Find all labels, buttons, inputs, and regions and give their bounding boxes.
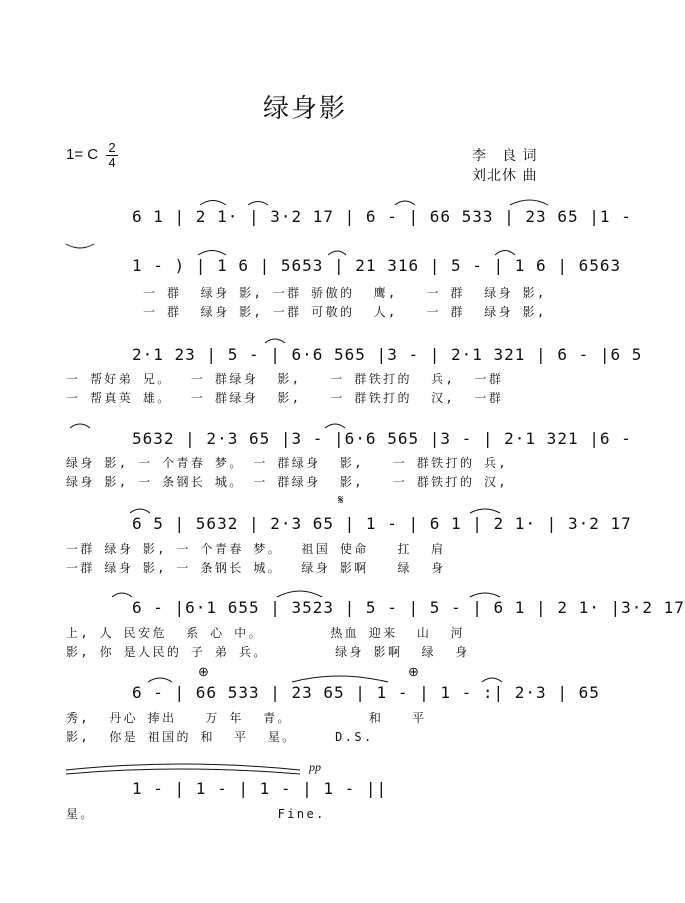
lyricist-credit: 李 良 词 [472, 148, 538, 164]
staff-system-2 [66, 255, 622, 277]
notes-line: 1 - ) | 1 6 | 5653 | 21 316 | 5 - | 1 6 | 6563 [132, 256, 622, 275]
lyric-verse-2: 一 群 绿身 影, 一群 可敬的 人, 一 群 绿身 影, [66, 305, 547, 319]
staff-system-6 [66, 597, 685, 619]
key-signature: 1= C [66, 146, 99, 163]
staff-system-4 [66, 428, 632, 450]
time-numerator: 2 [108, 140, 116, 155]
notes-line: 2·1 23 | 5 - | 6·6 565 |3 - | 2·1 321 | 6 - |6 5 [132, 345, 643, 364]
lyric-verse-1: 上, 人 民安危 系 心 中。 热血 迎来 山 河 [66, 626, 465, 640]
segno-mark: 𝄋 [338, 492, 344, 507]
coda-mark: ⊕ [408, 664, 419, 679]
staff-system-1 [66, 206, 632, 228]
lyric-verse-1: 一 群 绿身 影, 一群 骄傲的 鹰, 一 群 绿身 影, [66, 286, 547, 300]
lyric-verse-1: 一群 绿身 影, 一 个青春 梦。 祖国 使命 扛 肩 [66, 542, 446, 556]
notes-line: 1 - | 1 - | 1 - | 1 - || [132, 779, 388, 798]
dynamic-pp-mark: pp [309, 760, 321, 774]
notes-line: 6 - | 66 533 | 23 65 | 1 - | 1 - :| 2·3 | 65 [132, 683, 600, 702]
staff-system-5 [66, 513, 632, 535]
notes-line: 5632 | 2·3 65 |3 - |6·6 565 |3 - | 2·1 321 |6 - [132, 429, 632, 448]
time-denominator: 4 [108, 155, 116, 170]
time-signature [106, 142, 118, 169]
composer-credit: 刘北休 曲 [472, 168, 538, 184]
lyric-verse-2: 绿身 影, 一 条钢长 城。 一 群绿身 影, 一 群铁打的 汉, [66, 475, 508, 489]
lyric-verse-1: 星。 Fine. [66, 807, 326, 821]
lyric-verse-2: 一 帮真英 雄。 一 群绿身 影, 一 群铁打的 汉, 一群 [66, 391, 504, 405]
notes-line: 6 1 | 2 1· | 3·2 17 | 6 - | 66 533 | 23 65 |1 - [132, 207, 632, 226]
lyric-verse-1: 一 帮好弟 兄。 一 群绿身 影, 一 群铁打的 兵, 一群 [66, 372, 504, 386]
notes-line: 6 - |6·1 655 | 3523 | 5 - | 5 - | 6 1 | 2 1· |3·2 17 [132, 598, 685, 617]
lyric-verse-2: 一群 绿身 影, 一 条钢长 城。 绿身 影啊 绿 身 [66, 561, 446, 575]
staff-system-3 [66, 344, 643, 366]
page-title: 绿身影 [262, 94, 347, 124]
lyric-verse-1: 秀, 丹心 捧出 万 年 青。 和 平 [66, 711, 427, 725]
notes-line: 6 5 | 5632 | 2·3 65 | 1 - | 6 1 | 2 1· | 3·2 17 [132, 514, 632, 533]
staff-system-8 [66, 778, 546, 800]
staff-system-7 [66, 682, 600, 704]
lyric-verse-2: 影, 你是 祖国的 和 平 星。 D.S. [66, 730, 374, 744]
coda-mark: ⊕ [198, 664, 209, 679]
lyric-verse-2: 影, 你 是人民的 子 弟 兵。 绿身 影啊 绿 身 [66, 645, 470, 659]
lyric-verse-1: 绿身 影, 一 个青春 梦。 一 群绿身 影, 一 群铁打的 兵, [66, 456, 508, 470]
